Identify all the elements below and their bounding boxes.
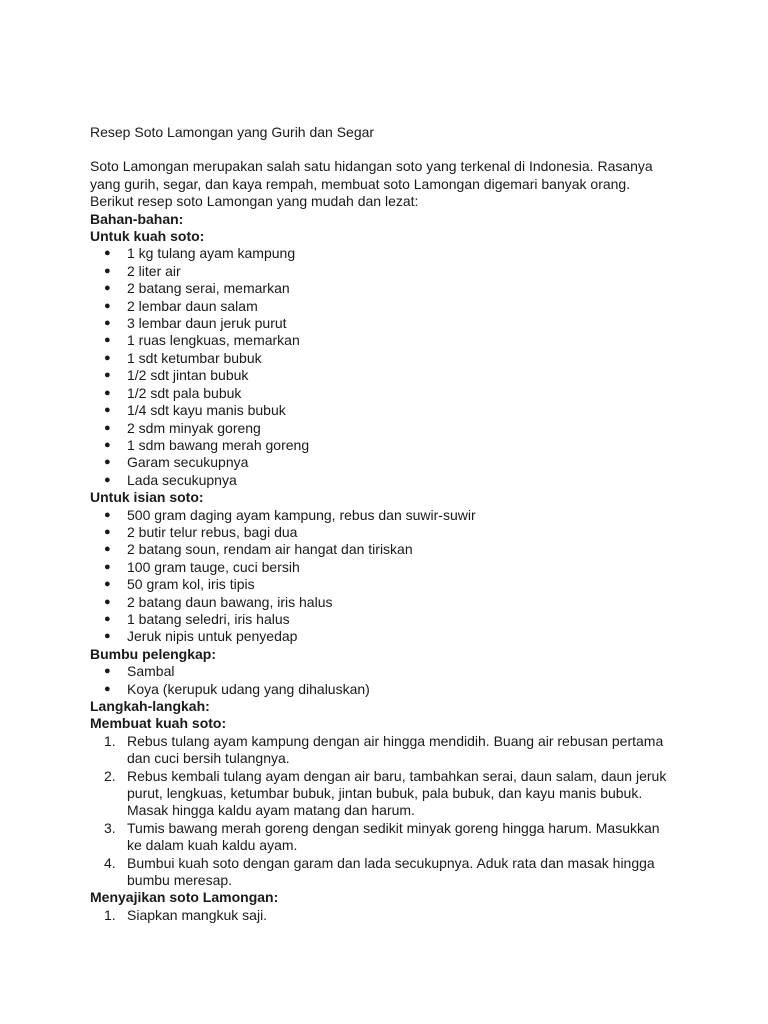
bullet-icon: ● — [104, 334, 111, 347]
step-number: 4. — [104, 854, 116, 871]
list-item-text: 100 gram tauge, cuci bersih — [127, 558, 300, 575]
step-item — [90, 733, 675, 768]
list-item-text: 1 batang seledri, iris halus — [127, 610, 290, 627]
list-item-text: 1/2 sdt jintan bubuk — [127, 367, 249, 384]
list-item — [90, 263, 690, 280]
bullet-icon: ● — [104, 508, 111, 521]
step-item — [90, 855, 675, 890]
list-item-text: 1 kg tulang ayam kampung — [127, 245, 296, 262]
langkah-heading: Langkah-langkah: — [90, 698, 210, 714]
step-text: Tumis bawang merah goreng dengan sedikit minyak goreng hingga harum. Masukkan ke dalam kuah kaldu ayam. — [127, 819, 660, 854]
list-item-text: 1 sdt ketumbar bubuk — [127, 349, 262, 366]
list-item — [90, 315, 690, 332]
list-item — [90, 298, 690, 315]
document-title: Resep Soto Lamongan yang Gurih dan Segar — [90, 124, 375, 140]
list-item-text: 1/2 sdt pala bubuk — [127, 384, 242, 401]
list-item — [90, 524, 690, 541]
pelengkap-heading: Bumbu pelengkap: — [90, 645, 217, 662]
list-item — [90, 454, 690, 471]
list-item — [90, 350, 690, 367]
step-number: 1. — [104, 906, 116, 923]
step-item — [90, 907, 675, 924]
list-item-text: Lada secukupnya — [127, 471, 237, 488]
list-item-text: Koya (kerupuk udang yang dihaluskan) — [127, 680, 370, 697]
list-item — [90, 507, 690, 524]
list-item — [90, 559, 690, 576]
list-item — [90, 541, 690, 558]
list-item — [90, 420, 690, 437]
bullet-icon: ● — [104, 682, 111, 695]
list-item-text: 3 lembar daun jeruk purut — [127, 315, 287, 332]
step-item — [90, 768, 675, 820]
list-item — [90, 367, 690, 384]
bullet-icon: ● — [104, 560, 111, 573]
bullet-icon: ● — [104, 543, 111, 556]
intro-paragraph: Soto Lamongan merupakan salah satu hidangan soto yang terkenal di Indonesia. Rasanya yang gurih, segar, dan kaya rempah, membuat soto Lamongan digemari banyak orang. Berikut resep soto Lamongan yang mudah dan lezat: — [90, 158, 653, 210]
list-item-text: 50 gram kol, iris tipis — [127, 576, 255, 593]
bullet-icon: ● — [104, 317, 111, 330]
step-text: Bumbui kuah soto dengan garam dan lada secukupnya. Aduk rata dan masak hingga bumbu meresap. — [127, 854, 655, 889]
list-item — [90, 332, 690, 349]
bullet-icon: ● — [104, 282, 111, 295]
bullet-icon: ● — [104, 473, 111, 486]
list-item-text: Jeruk nipis untuk penyedap — [127, 628, 298, 645]
bullet-icon: ● — [104, 421, 111, 434]
list-item — [90, 594, 690, 611]
bullet-icon: ● — [104, 630, 111, 643]
membuat-steps — [90, 733, 690, 890]
list-item-text: 2 liter air — [127, 262, 181, 279]
list-item-text: 2 butir telur rebus, bagi dua — [127, 523, 298, 540]
list-item — [90, 245, 690, 262]
pelengkap-list — [90, 663, 690, 698]
list-item-text: 1 sdm bawang merah goreng — [127, 436, 310, 453]
list-item-text: Garam secukupnya — [127, 454, 249, 471]
bullet-icon: ● — [104, 438, 111, 451]
bullet-icon: ● — [104, 264, 111, 277]
bullet-icon: ● — [104, 247, 111, 260]
list-item — [90, 663, 690, 680]
menyajikan-steps — [90, 907, 690, 924]
bullet-icon: ● — [104, 386, 111, 399]
bullet-icon: ● — [104, 612, 111, 625]
list-item-text: 2 lembar daun salam — [127, 297, 258, 314]
step-number: 3. — [104, 819, 116, 836]
step-text: Rebus kembali tulang ayam dengan air baru, tambahkan serai, daun salam, daun jeruk purut, lengkuas, ketumbar bubuk, jintan bubuk, pala bubuk, dan kayu manis bubuk. Masak hingga kaldu ayam matang dan harum. — [127, 767, 667, 819]
bullet-icon: ● — [104, 665, 111, 678]
list-item-text: 2 sdm minyak goreng — [127, 419, 261, 436]
bullet-icon: ● — [104, 525, 111, 538]
menyajikan-heading: Menyajikan soto Lamongan: — [90, 889, 279, 906]
bullet-icon: ● — [104, 595, 111, 608]
step-number: 1. — [104, 732, 116, 749]
list-item — [90, 472, 690, 489]
bullet-icon: ● — [104, 404, 111, 417]
list-item-text: 2 batang daun bawang, iris halus — [127, 593, 333, 610]
kuah-list — [90, 245, 690, 489]
isian-heading: Untuk isian soto: — [90, 489, 204, 506]
list-item — [90, 628, 690, 645]
step-item — [90, 820, 675, 855]
list-item — [90, 611, 690, 628]
step-text: Rebus tulang ayam kampung dengan air hingga mendidih. Buang air rebusan pertama dan cuci bersih tulangnya. — [127, 732, 664, 767]
isian-list — [90, 507, 690, 646]
step-number: 2. — [104, 767, 116, 784]
bullet-icon: ● — [104, 369, 111, 382]
bullet-icon: ● — [104, 578, 111, 591]
list-item-text: 2 batang soun, rendam air hangat dan tiriskan — [127, 541, 413, 558]
list-item — [90, 576, 690, 593]
list-item — [90, 280, 690, 297]
list-item-text: 1 ruas lengkuas, memarkan — [127, 332, 300, 349]
bullet-icon: ● — [104, 351, 111, 364]
bahan-heading: Bahan-bahan: — [90, 210, 184, 227]
membuat-heading: Membuat kuah soto: — [90, 715, 227, 732]
bullet-icon: ● — [104, 456, 111, 469]
kuah-heading: Untuk kuah soto: — [90, 228, 205, 245]
list-item — [90, 437, 690, 454]
list-item-text: 500 gram daging ayam kampung, rebus dan suwir-suwir — [127, 506, 476, 523]
list-item — [90, 681, 690, 698]
document-page — [90, 124, 690, 924]
list-item — [90, 402, 690, 419]
step-text: Siapkan mangkuk saji. — [127, 906, 268, 923]
list-item-text: 2 batang serai, memarkan — [127, 280, 290, 297]
list-item-text: 1/4 sdt kayu manis bubuk — [127, 402, 286, 419]
list-item-text: Sambal — [127, 663, 175, 680]
bullet-icon: ● — [104, 299, 111, 312]
list-item — [90, 385, 690, 402]
